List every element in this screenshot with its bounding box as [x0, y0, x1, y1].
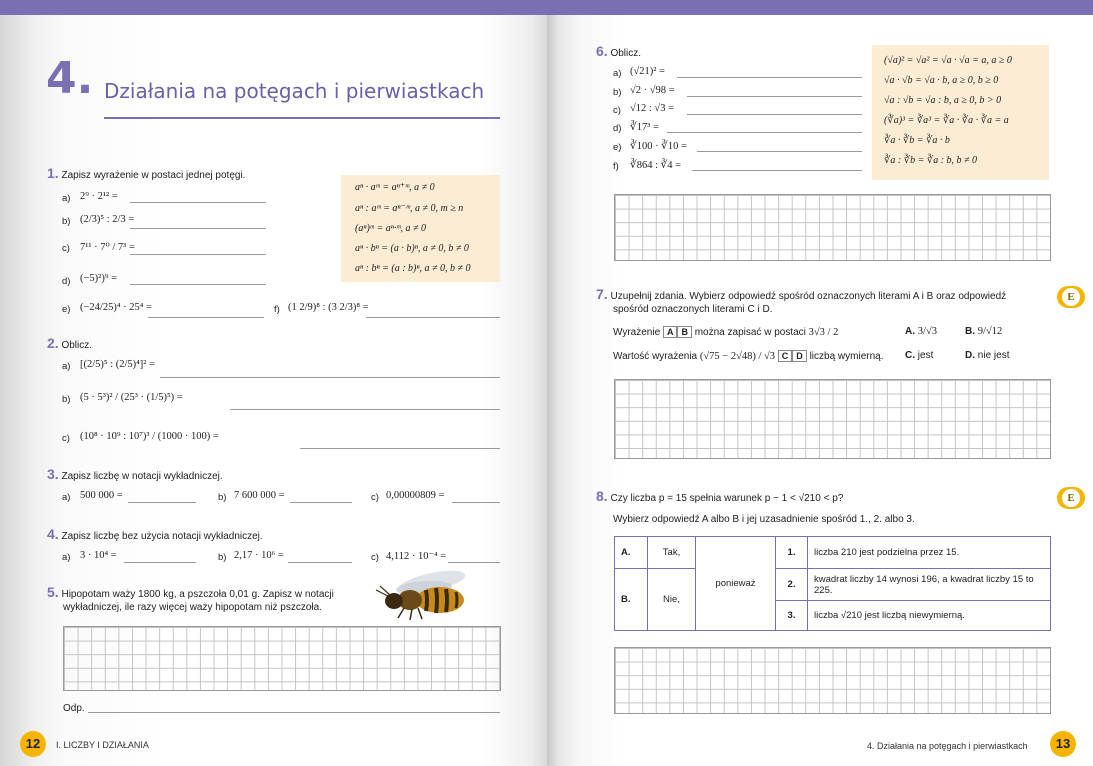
hint-rule: aⁿ : aᵐ = aⁿ⁻ᵐ, a ≠ 0, m ≥ n: [355, 203, 464, 214]
task-6-answer-grid[interactable]: [614, 194, 1051, 261]
expr-2b: (5 · 5³)² / (25³ · (1/5)⁵) =: [80, 392, 183, 403]
task-6-header: 6. Oblicz.: [596, 43, 642, 59]
expr-6a: (√21)² =: [630, 66, 665, 77]
option-d[interactable]: D. nie jest: [965, 350, 1010, 361]
expr-4a: 3 · 10⁴ =: [80, 550, 117, 561]
expr-4c: 4,112 · 10⁻⁴ =: [386, 551, 447, 562]
task-4-header: 4. Zapisz liczbę bez użycia notacji wykładniczej.: [47, 526, 263, 542]
expr-6f: ∛864 : ∛4 =: [630, 160, 682, 171]
reason-1-text[interactable]: liczba 210 jest podzielna przez 15.: [808, 537, 1051, 569]
reason-3-text[interactable]: liczba √210 jest liczbą niewymierną.: [808, 601, 1051, 631]
hint-rule: ∛a : ∛b = ∛a : b, b ≠ 0: [884, 155, 978, 166]
answer-a-label[interactable]: A.: [615, 537, 648, 569]
right-page: 6. Oblicz. a) (√21)² = b) √2 · √98 = c) √12 : √3 = d) ∛17³ = e) ∛100 · ∛10 = f) ∛864 : ∛4 = (√a)² = √a² = √a · √a = a, a ≥ 0 √a · √b = √a · b, a ≥ 0, b ≥ 0 √a : √b = √a : b, a ≥ 0, b > 0 (∛a)³ = ∛a³ = ∛a · ∛a · ∛a = a ∛a · ∛b = ∛a · b ∛a : ∛b = ∛a : b, b ≠ 0 7. Uzupełnij zdania. Wybierz odpowiedź spośród oznaczonych literami A i B oraz odpowiedź spośród oznaczonych literami C i D. E Wyrażenie A B można zapisać w postaci 3√3 / 2 A. 3/√3 B. 9/√12 Wartość wyrażenia (√75 − 2√48) / √3 C D liczbą wymierną. C. jest D. nie jest 8. Czy liczba p = 15 spełnia warunek p − 1 < √210 < p? E Wybierz odpowiedź A albo B i jej uzasadnienie spośród 1., 2. albo 3. A. Tak, ponieważ 1. liczba 210 jest podzielna przez 15. B. Nie, 2. kwadrat liczby 14 wynosi 196, a kwadrat liczby 15 to 225. 3. liczba √210 jest liczbą niewymierną. 4. Działania na potęgach i pierwiastkach 13: [547, 15, 1093, 766]
answer-line-1f[interactable]: [366, 317, 500, 318]
reason-2-num[interactable]: 2.: [776, 569, 808, 601]
task-7-sentence-2: Wartość wyrażenia (√75 − 2√48) / √3 C D liczbą wymierną.: [613, 351, 884, 362]
top-bar-left: [0, 0, 547, 15]
task-8-subtext: Wybierz odpowiedź A albo B i jej uzasadnienie spośród 1., 2. albo 3.: [613, 514, 915, 525]
answer-line-2c[interactable]: [300, 448, 500, 449]
top-bar-right: [547, 0, 1093, 15]
expr-2a: [(2/5)⁵ : (2/5)⁴]² =: [80, 359, 155, 370]
hint-rule: aⁿ · bⁿ = (a · b)ⁿ, a ≠ 0, b ≠ 0: [355, 243, 469, 254]
task-1-header: 1. Zapisz wyrażenie w postaci jednej potęgi.: [47, 165, 246, 181]
title-rule: [104, 117, 500, 119]
expr-2c: (10⁸ · 10⁹ : 10⁷)³ / (1000 · 100) =: [80, 431, 219, 442]
answer-line-6c[interactable]: [687, 114, 862, 115]
choice-box-c[interactable]: C: [778, 350, 793, 362]
task-7-sentence-1: Wyrażenie A B można zapisać w postaci 3√3 / 2: [613, 327, 839, 338]
task-7-answer-grid[interactable]: [614, 379, 1051, 459]
answer-line-1e[interactable]: [148, 317, 264, 318]
expr-1a: 2⁹ · 2¹² =: [80, 191, 118, 202]
expr-3c: 0,00000809 =: [386, 490, 445, 501]
hint-rule: ∛a · ∛b = ∛a · b: [884, 135, 950, 146]
expr-6d: ∛17³ =: [630, 122, 659, 133]
expr-1c: 7¹¹ · 7⁰ / 7³ =: [80, 242, 135, 253]
task-8-header: 8. Czy liczba p = 15 spełnia warunek p − 1 < √210 < p?: [596, 488, 844, 504]
task-7-header: 7. Uzupełnij zdania. Wybierz odpowiedź spośród oznaczonych literami A i B oraz odpowiedź: [596, 286, 1007, 302]
answer-line-2b[interactable]: [230, 409, 500, 410]
expr-4b: 2,17 · 10⁶ =: [234, 550, 284, 561]
expr-1b: (2/3)⁵ : 2/3 =: [80, 214, 135, 225]
bee-image: [370, 568, 474, 622]
answer-line-4c[interactable]: [448, 562, 500, 563]
answer-line-6f[interactable]: [692, 170, 862, 171]
task-6-hint-box: [872, 45, 1049, 180]
task-1-hint-box: [341, 175, 500, 282]
footer-section-left: I. LICZBY I DZIAŁANIA: [56, 740, 149, 750]
task-7-text-2: spośród oznaczonych literami C i D.: [613, 304, 773, 315]
expr-1d: (−5)²)⁹ =: [80, 273, 118, 284]
answer-line-4b[interactable]: [288, 562, 352, 563]
option-a[interactable]: A. 3/√3: [905, 326, 937, 337]
reason-3-num[interactable]: 3.: [776, 601, 808, 631]
task-5-answer-grid[interactable]: [63, 626, 501, 691]
footer-section-right: 4. Działania na potęgach i pierwiastkach: [867, 741, 1028, 751]
answer-line-1c[interactable]: [130, 254, 266, 255]
reason-2-text[interactable]: kwadrat liczby 14 wynosi 196, a kwadrat liczby 15 to 225.: [808, 569, 1051, 601]
option-b[interactable]: B. 9/√12: [965, 326, 1003, 337]
choice-box-a[interactable]: A: [663, 326, 678, 338]
option-c[interactable]: C. jest: [905, 350, 934, 361]
reason-1-num[interactable]: 1.: [776, 537, 808, 569]
answer-b-label[interactable]: B.: [615, 569, 648, 631]
left-page: 4. Działania na potęgach i pierwiastkach 1. Zapisz wyrażenie w postaci jednej potęgi. aⁿ · aᵐ = aⁿ⁺ᵐ, a ≠ 0 aⁿ : aᵐ = aⁿ⁻ᵐ, a ≠ 0, m ≥ n (aⁿ)ᵐ = aⁿ·ᵐ, a ≠ 0 aⁿ · bⁿ = (a · b)ⁿ, a ≠ 0, b ≠ 0 aⁿ : bⁿ = (a : b)ⁿ, a ≠ 0, b ≠ 0 a) 2⁹ · 2¹² = b) (2/3)⁵ : 2/3 = c) 7¹¹ · 7⁰ / 7³ = d) (−5)²)⁹ = e) (−24/25)⁴ · 25⁴ = f) (1 2/9)⁸ : (3 2/3)⁸ = 2. Oblicz. a) [(2/5)⁵ : (2/5)⁴]² = b) (5 · 5³)² / (25³ · (1/5)⁵) = c) (10⁸ · 10⁹ : 10⁷)³ / (1000 · 100) = 3. Zapisz liczbę w notacji wykładniczej. a) 500 000 = b) 7 600 000 = c) 0,00000809 = 4. Zapisz liczbę bez użycia notacji wykładniczej. a) 3 · 10⁴ = b) 2,17 · 10⁶ = c) 4,112 · 10⁻⁴ = 5. Hipopotam waży 1800 kg, a pszczoła 0,01 g. Zapisz w notacji wykładniczej, ile razy więcej waży hipopotam niż pszczoła. Odp. 12 I. LICZBY I DZIAŁANIA: [0, 15, 547, 766]
expr-6b: √2 · √98 =: [630, 85, 675, 96]
hint-rule: aⁿ · aᵐ = aⁿ⁺ᵐ, a ≠ 0: [355, 182, 435, 193]
hint-rule: √a · √b = √a · b, a ≥ 0, b ≥ 0: [884, 75, 999, 86]
page-number-right: 13: [1050, 731, 1076, 757]
hint-rule: (aⁿ)ᵐ = aⁿ·ᵐ, a ≠ 0: [355, 223, 427, 234]
task-2-header: 2. Oblicz.: [47, 335, 93, 351]
answer-line-6b[interactable]: [687, 96, 862, 97]
hint-rule: aⁿ : bⁿ = (a : b)ⁿ, a ≠ 0, b ≠ 0: [355, 263, 471, 274]
chapter-number: 4.: [46, 53, 94, 104]
choice-box-d[interactable]: D: [792, 350, 807, 362]
expr-1f: (1 2/9)⁸ : (3 2/3)⁸ =: [288, 302, 369, 313]
answer-line-1d[interactable]: [130, 284, 266, 285]
answer-b-value[interactable]: Nie,: [648, 569, 696, 631]
answer-line-1a[interactable]: [130, 202, 266, 203]
answer-line-1b[interactable]: [130, 228, 266, 229]
task-5-answer-line[interactable]: [88, 712, 500, 713]
hint-rule: (√a)² = √a² = √a · √a = a, a ≥ 0: [884, 55, 1012, 66]
task-5-header: 5. Hipopotam waży 1800 kg, a pszczoła 0,01 g. Zapisz w notacji: [47, 584, 334, 600]
task-8-answer-table: [614, 536, 1051, 631]
expr-3a: 500 000 =: [80, 490, 123, 501]
page-number-left: 12: [20, 731, 46, 757]
task-3-header: 3. Zapisz liczbę w notacji wykładniczej.: [47, 466, 223, 482]
answer-line-4a[interactable]: [124, 562, 196, 563]
chapter-title: Działania na potęgach i pierwiastkach: [104, 79, 485, 103]
task-8-answer-grid[interactable]: [614, 647, 1051, 714]
hint-rule: (∛a)³ = ∛a³ = ∛a · ∛a · ∛a = a: [884, 115, 1009, 126]
exam-badge-icon: E: [1057, 487, 1085, 509]
expr-1e: (−24/25)⁴ · 25⁴ =: [80, 302, 152, 313]
answer-line-3b[interactable]: [290, 502, 352, 503]
answer-line-3c[interactable]: [452, 502, 500, 503]
answer-line-6d[interactable]: [667, 132, 862, 133]
choice-box-b[interactable]: B: [677, 326, 692, 338]
expr-6e: ∛100 · ∛10 =: [630, 141, 687, 152]
expr-3b: 7 600 000 =: [234, 490, 285, 501]
task-5-answer-label: Odp.: [63, 703, 85, 714]
hint-rule: √a : √b = √a : b, a ≥ 0, b > 0: [884, 95, 1002, 106]
answer-line-6e[interactable]: [697, 151, 862, 152]
answer-line-6a[interactable]: [677, 77, 862, 78]
task-5-text-2: wykładniczej, ile razy więcej waży hipopotam niż pszczoła.: [63, 602, 322, 613]
exam-badge-icon: E: [1057, 286, 1085, 308]
expr-6c: √12 : √3 =: [630, 103, 674, 114]
answer-line-2a[interactable]: [160, 377, 500, 378]
answer-a-value[interactable]: Tak,: [648, 537, 696, 569]
answer-line-3a[interactable]: [128, 502, 196, 503]
because-label: ponieważ: [696, 537, 776, 631]
